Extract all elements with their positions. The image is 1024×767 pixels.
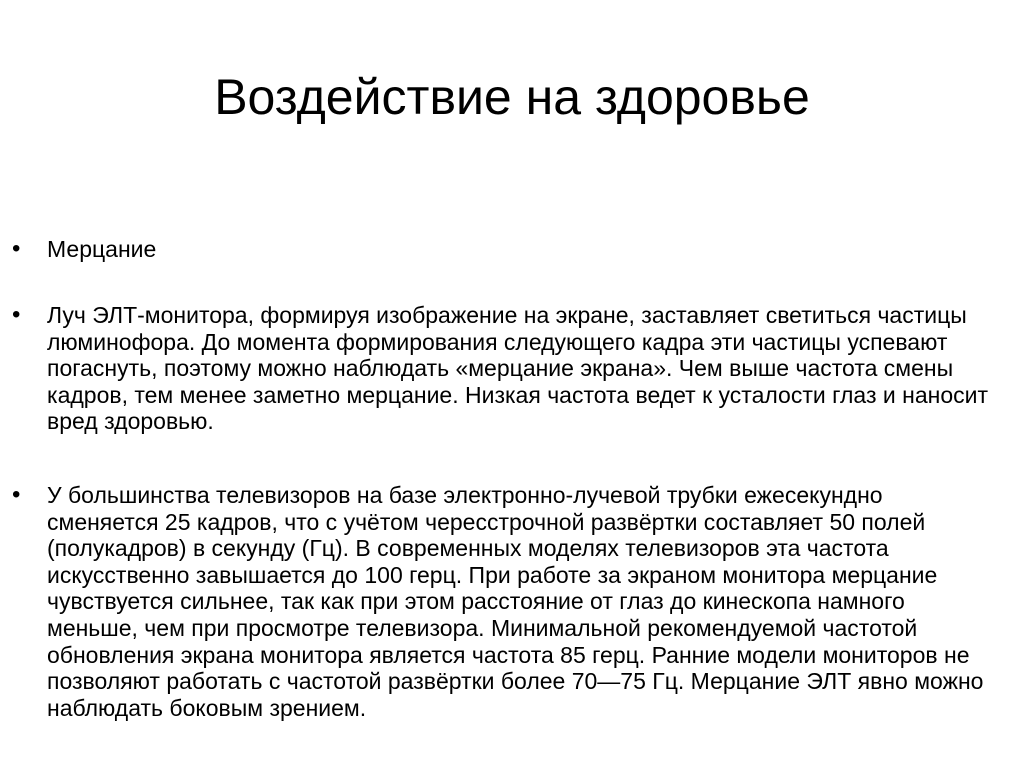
bullet-marker: •	[12, 481, 21, 508]
bullet-text: Мерцание	[47, 236, 157, 262]
bullet-text: У большинства телевизоров на базе электронно-лучевой трубки ежесекундно сменяется 25 кадров, что с учётом чересстрочной развёртки составляет 50 полей (полукадров) в секунду (Гц). В современных моделях телевизоров эта частота искусственно завышается до 100 герц. При работе за экраном монитора мерцание чувствуется сильнее, так как при этом расстояние от глаз до кинескопа намного меньше, чем при просмотре телевизора. Минимальной рекомендуемой частотой обновления экрана монитора является частота 85 герц. Ранние модели мониторов не позволяют работать с частотой развёртки более 70—75 Гц. Мерцание ЭЛТ явно можно наблюдать боковым зрением.	[47, 482, 984, 721]
bullet-text: Луч ЭЛТ-монитора, формируя изображение на экране, заставляет светиться частицы люминофора. До момента формирования следующего кадра эти частицы успевают погаснуть, поэтому можно наблюдать «мерцание экрана». Чем выше частота смены кадров, тем менее заметно мерцание. Низкая частота ведет к усталости глаз и наносит вред здоровью.	[47, 302, 988, 435]
slide-title: Воздействие на здоровье	[214, 69, 810, 125]
bullet-marker: •	[12, 301, 21, 328]
bullet-marker: •	[12, 235, 21, 262]
